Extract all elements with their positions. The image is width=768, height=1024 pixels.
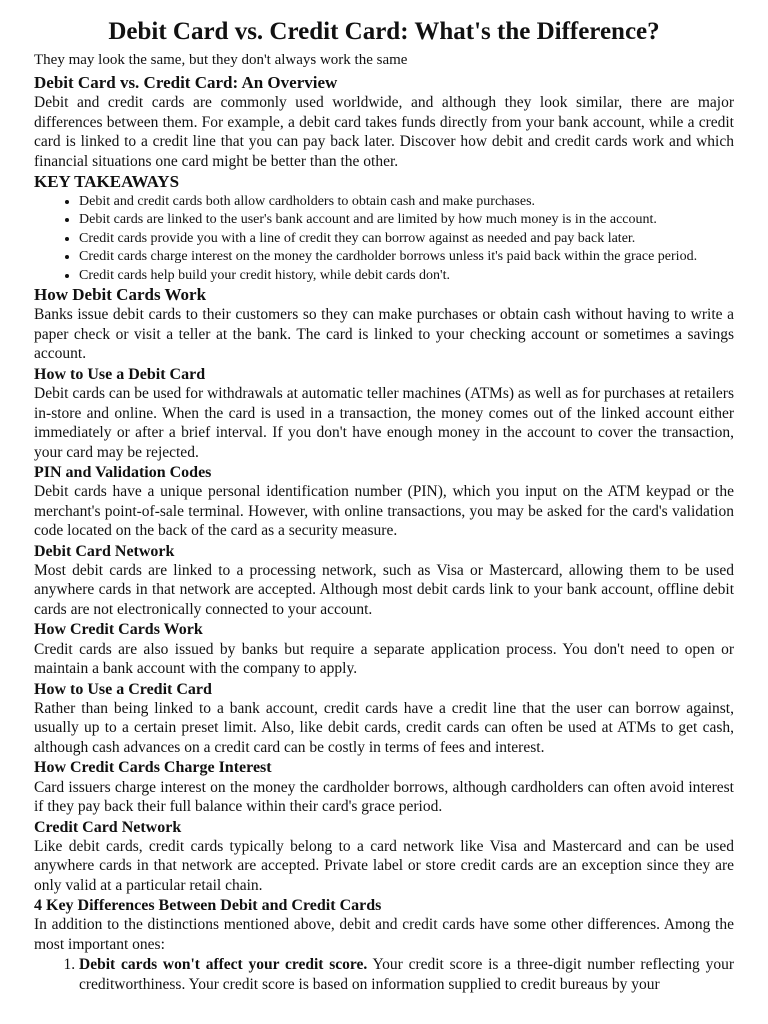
takeaway-item: • Debit and credit cards both allow cardholders to obtain cash and make purchases. [79, 193, 734, 212]
page-subtitle: They may look the same, but they don't always work the same [34, 51, 408, 68]
difference-item [79, 955, 734, 994]
how-credit-works-body: Credit cards are also issued by banks but require a separate application process. You don't need to open or maintain a bank account with the company to apply. [34, 640, 734, 678]
differences-list [34, 955, 734, 994]
debit-network-heading: Debit Card Network [34, 542, 175, 560]
debit-network-body: Most debit cards are linked to a processing network, such as Visa or Mastercard, allowing them to be used anywhere cards in that network are accepted. Although most debit cards link to your bank account, offline debit cards are not electronically connected to your account. [34, 561, 734, 618]
difference-item-lead: Debit cards won't affect your credit score. [79, 956, 368, 974]
use-debit-body: Debit cards can be used for withdrawals at automatic teller machines (ATMs) as well as for purchases at retailers in-store and online. When the card is used in a transaction, the money comes out of the linked account either immediately or after a brief interval. If you don't have enough money in the account to cover the transaction, your card may be rejected. [34, 385, 734, 461]
overview-heading: Debit Card vs. Credit Card: An Overview [34, 72, 338, 92]
takeaway-item: • Credit cards help build your credit history, while debit cards don't. [79, 267, 734, 286]
takeaways-list [34, 193, 734, 286]
credit-network-body: Like debit cards, credit cards typically belong to a card network like Visa and Mastercard and can be used anywhere cards in that network are accepted. Private label or store credit cards are an exception since they are only valid at a particular retail chain. [34, 837, 734, 894]
pin-heading: PIN and Validation Codes [34, 464, 212, 482]
page-title: Debit Card vs. Credit Card: What's the Difference? [108, 18, 660, 45]
use-credit-body: Rather than being linked to a bank account, credit cards have a credit line that the user can borrow against, usually up to a certain preset limit. Also, like debit cards, credit cards can often be used at ATMs to get cash, although cash advances on a credit card can be costly in terms of fees and interest. [34, 699, 734, 756]
credit-network-heading: Credit Card Network [34, 818, 182, 836]
takeaway-item: • Credit cards provide you with a line of credit they can borrow against as needed and pay back later. [79, 230, 734, 249]
interest-heading: How Credit Cards Charge Interest [34, 759, 272, 777]
interest-body: Card issuers charge interest on the money the cardholder borrows, although cardholders can often avoid interest if they pay back their full balance within their card's grace period. [34, 778, 734, 816]
differences-body: In addition to the distinctions mentioned above, debit and credit cards have some other differences. Among the most important ones: [34, 916, 734, 953]
document-page [34, 0, 734, 994]
how-credit-works-heading: How Credit Cards Work [34, 621, 203, 639]
use-debit-heading: How to Use a Debit Card [34, 365, 206, 383]
takeaways-heading: KEY TAKEAWAYS [34, 172, 180, 192]
how-debit-works-heading: How Debit Cards Work [34, 285, 207, 305]
takeaway-item: • Credit cards charge interest on the money the cardholder borrows unless it's paid back within the grace period. [79, 248, 734, 267]
pin-body: Debit cards have a unique personal identification number (PIN), which you input on the ATM keypad or the merchant's point-of-sale terminal. However, with online transactions, you may be asked for the card's validation code located on the back of the card as a security measure. [34, 483, 734, 540]
use-credit-heading: How to Use a Credit Card [34, 680, 212, 698]
takeaway-item: • Debit cards are linked to the user's bank account and are limited by how much money is in the account. [79, 211, 734, 230]
differences-heading: 4 Key Differences Between Debit and Credit Cards [34, 897, 382, 915]
difference-item-text: Your credit score is a three-digit number reflecting your creditworthiness. Your credit score is based on information supplied to credit bureaus by your [79, 956, 734, 993]
how-debit-works-body: Banks issue debit cards to their customers so they can make purchases or obtain cash without having to write a paper check or visit a teller at the bank. The card is linked to your checking account or sometimes a savings account. [34, 306, 734, 363]
overview-body: Debit and credit cards are commonly used worldwide, and although they look similar, there are major differences between them. For example, a debit card takes funds directly from your bank account, while a credit card is linked to a credit line that you can pay back later. Discover how debit and credit cards work and which financial situations one card might be better than the other. [34, 94, 734, 170]
